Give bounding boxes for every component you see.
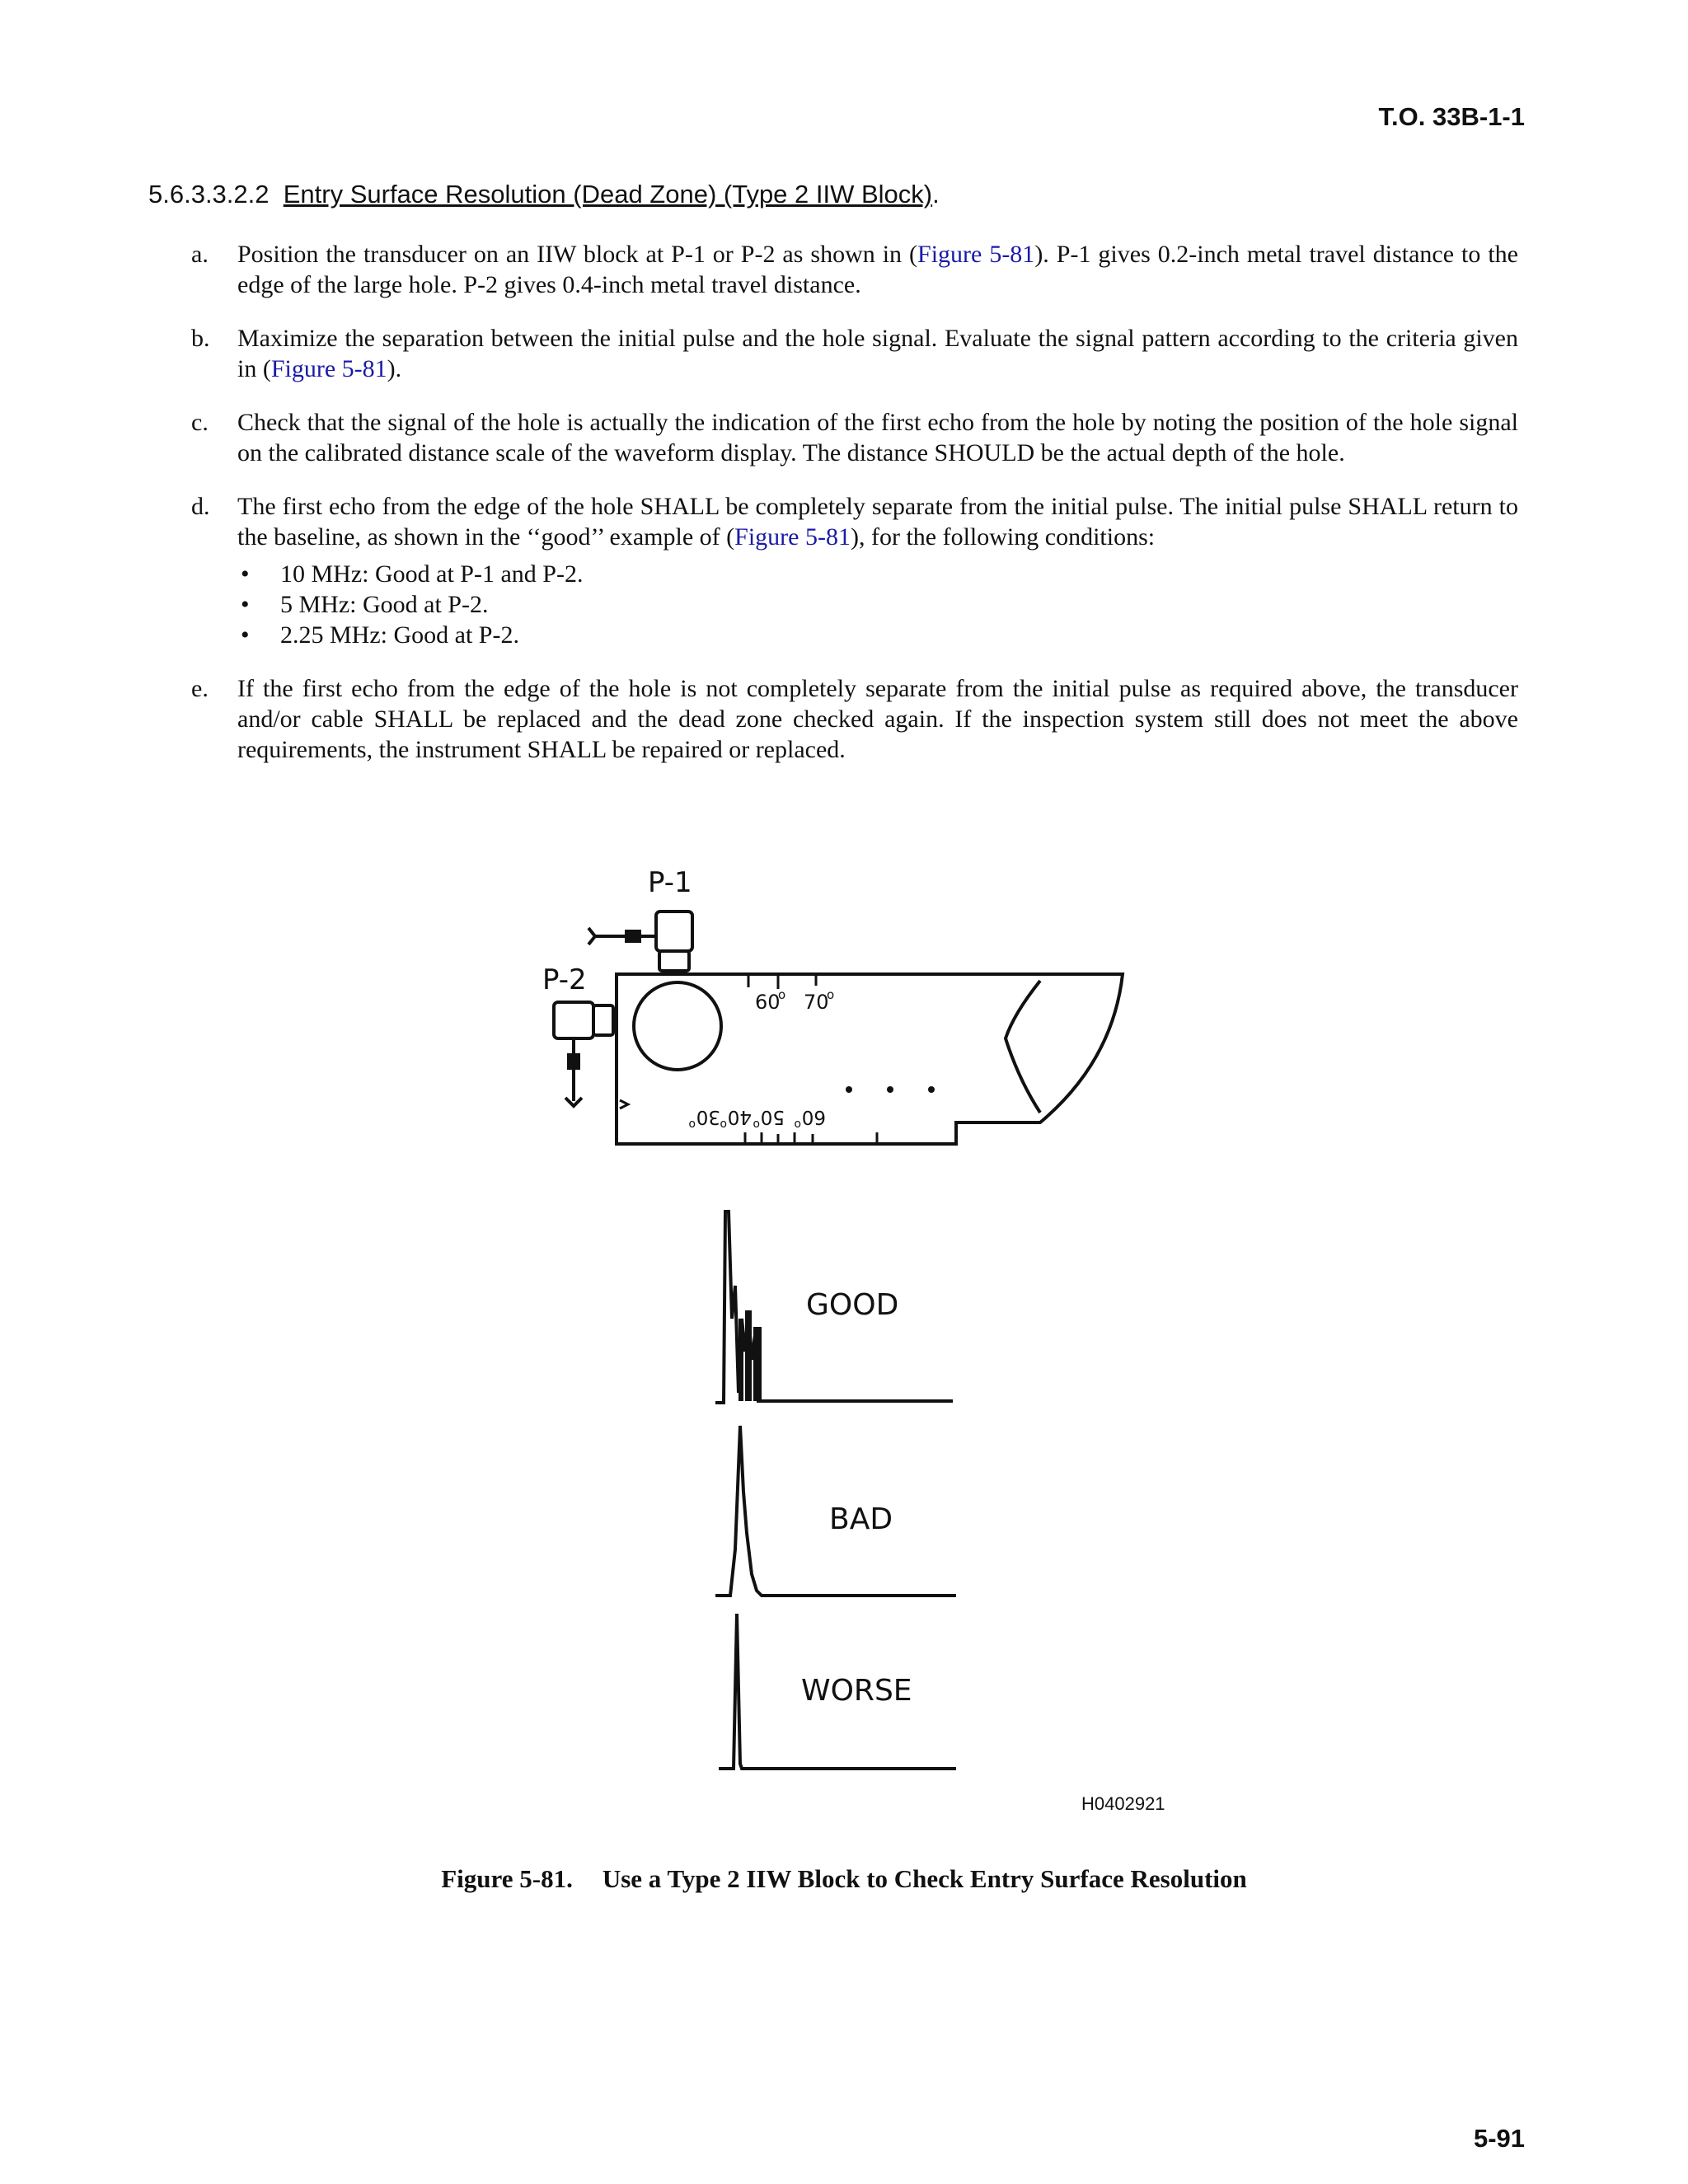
figure-link[interactable]: Figure 5-81 [917, 241, 1035, 268]
scale-label: 60 [801, 1106, 826, 1127]
lower-angle-scale [745, 1132, 877, 1144]
section-number: 5.6.3.3.2.2 [148, 180, 270, 209]
bullet-icon: • [241, 560, 250, 588]
angle-label-70: 70 [804, 991, 829, 1014]
step-text: ), for the following conditions: [850, 523, 1156, 551]
angle-label-60: 60 [755, 991, 781, 1014]
figure-number: Figure 5-81. [441, 1864, 573, 1893]
step-letter: e. [191, 675, 209, 702]
figure-link[interactable]: Figure 5-81 [270, 355, 387, 382]
list-item-text: 10 MHz: Good at P-1 and P-2. [280, 560, 584, 588]
figure-code: H0402921 [1081, 1793, 1165, 1814]
reference-dot [887, 1086, 893, 1093]
degree-mark: o [794, 1118, 801, 1131]
step-text: ). [387, 355, 402, 382]
step-letter: d. [191, 493, 210, 520]
scale-label: 40 [727, 1106, 752, 1127]
block-notch [620, 1100, 628, 1108]
page-number: 5-91 [1473, 2124, 1525, 2153]
step-letter: a. [191, 241, 209, 268]
position-label-p2: P-2 [542, 963, 587, 996]
reference-dot [846, 1086, 852, 1093]
degree-mark: o [827, 987, 835, 1002]
step-text: Position the transducer on an IIW block at P-1 or P-2 as shown in ( [237, 241, 918, 268]
step-text: Maximize the separation between the initial pulse and the hole signal. Evaluate the signal pattern according to the criteria given in ( [237, 325, 1518, 382]
section-title-period: . [932, 180, 940, 209]
document-code: T.O. 33B-1-1 [1378, 102, 1525, 131]
waveform-good-echo-fill [738, 1310, 762, 1401]
step-text: ). P-1 gives 0.2-inch metal travel distance to the edge of the large hole. P-2 gives 0.4-inch metal travel distance. [237, 241, 1518, 298]
reference-dot [928, 1086, 935, 1093]
degree-mark: o [688, 1118, 696, 1131]
degree-mark: o [720, 1118, 727, 1131]
step-text: The first echo from the edge of the hole SHALL be completely separate from the initial pulse. The initial pulse SHALL return to the baseline, as shown in the ‘‘good’’ example of ( [237, 493, 1518, 551]
figure-title: Use a Type 2 IIW Block to Check Entry Surface Resolution [602, 1864, 1247, 1893]
degree-mark: o [753, 1118, 760, 1131]
list-item-text: 2.25 MHz: Good at P-2. [280, 621, 519, 649]
degree-mark: o [778, 987, 786, 1002]
block-radius-arc [1006, 981, 1040, 1113]
scale-label: 30 [696, 1106, 720, 1127]
list-item-text: 5 MHz: Good at P-2. [280, 591, 489, 618]
step-text: Check that the signal of the hole is actually the indication of the first echo from the hole by noting the position of the hole signal on the calibrated distance scale of the waveform display. The distance SHOULD be the actual depth of the hole. [237, 409, 1518, 466]
waveform-label-worse: WORSE [801, 1674, 912, 1708]
transducer-p2-icon [554, 1002, 613, 1106]
figure-link[interactable]: Figure 5-81 [734, 523, 851, 551]
lower-scale-labels [688, 1106, 826, 1131]
step-letter: b. [191, 325, 210, 352]
bullet-icon: • [241, 591, 250, 618]
section-title: Entry Surface Resolution (Dead Zone) (Type 2 IIW Block) [283, 180, 933, 209]
transducer-p1-icon [588, 912, 692, 971]
step-text: If the first echo from the edge of the hole is not completely separate from the initial pulse as required above, the transducer and/or cable SHALL be replaced and the dead zone checked again. If the inspection system still does not meet the above requirements, the instrument SHALL be repaired or replaced. [237, 675, 1518, 763]
step-letter: c. [191, 409, 209, 436]
large-hole [634, 982, 721, 1070]
waveform-label-good: GOOD [806, 1288, 899, 1322]
figure-caption [0, 1864, 1688, 1894]
position-label-p1: P-1 [648, 866, 692, 899]
waveform-label-bad: BAD [829, 1502, 893, 1536]
scale-label: 50 [760, 1106, 785, 1127]
bullet-icon: • [241, 621, 250, 649]
